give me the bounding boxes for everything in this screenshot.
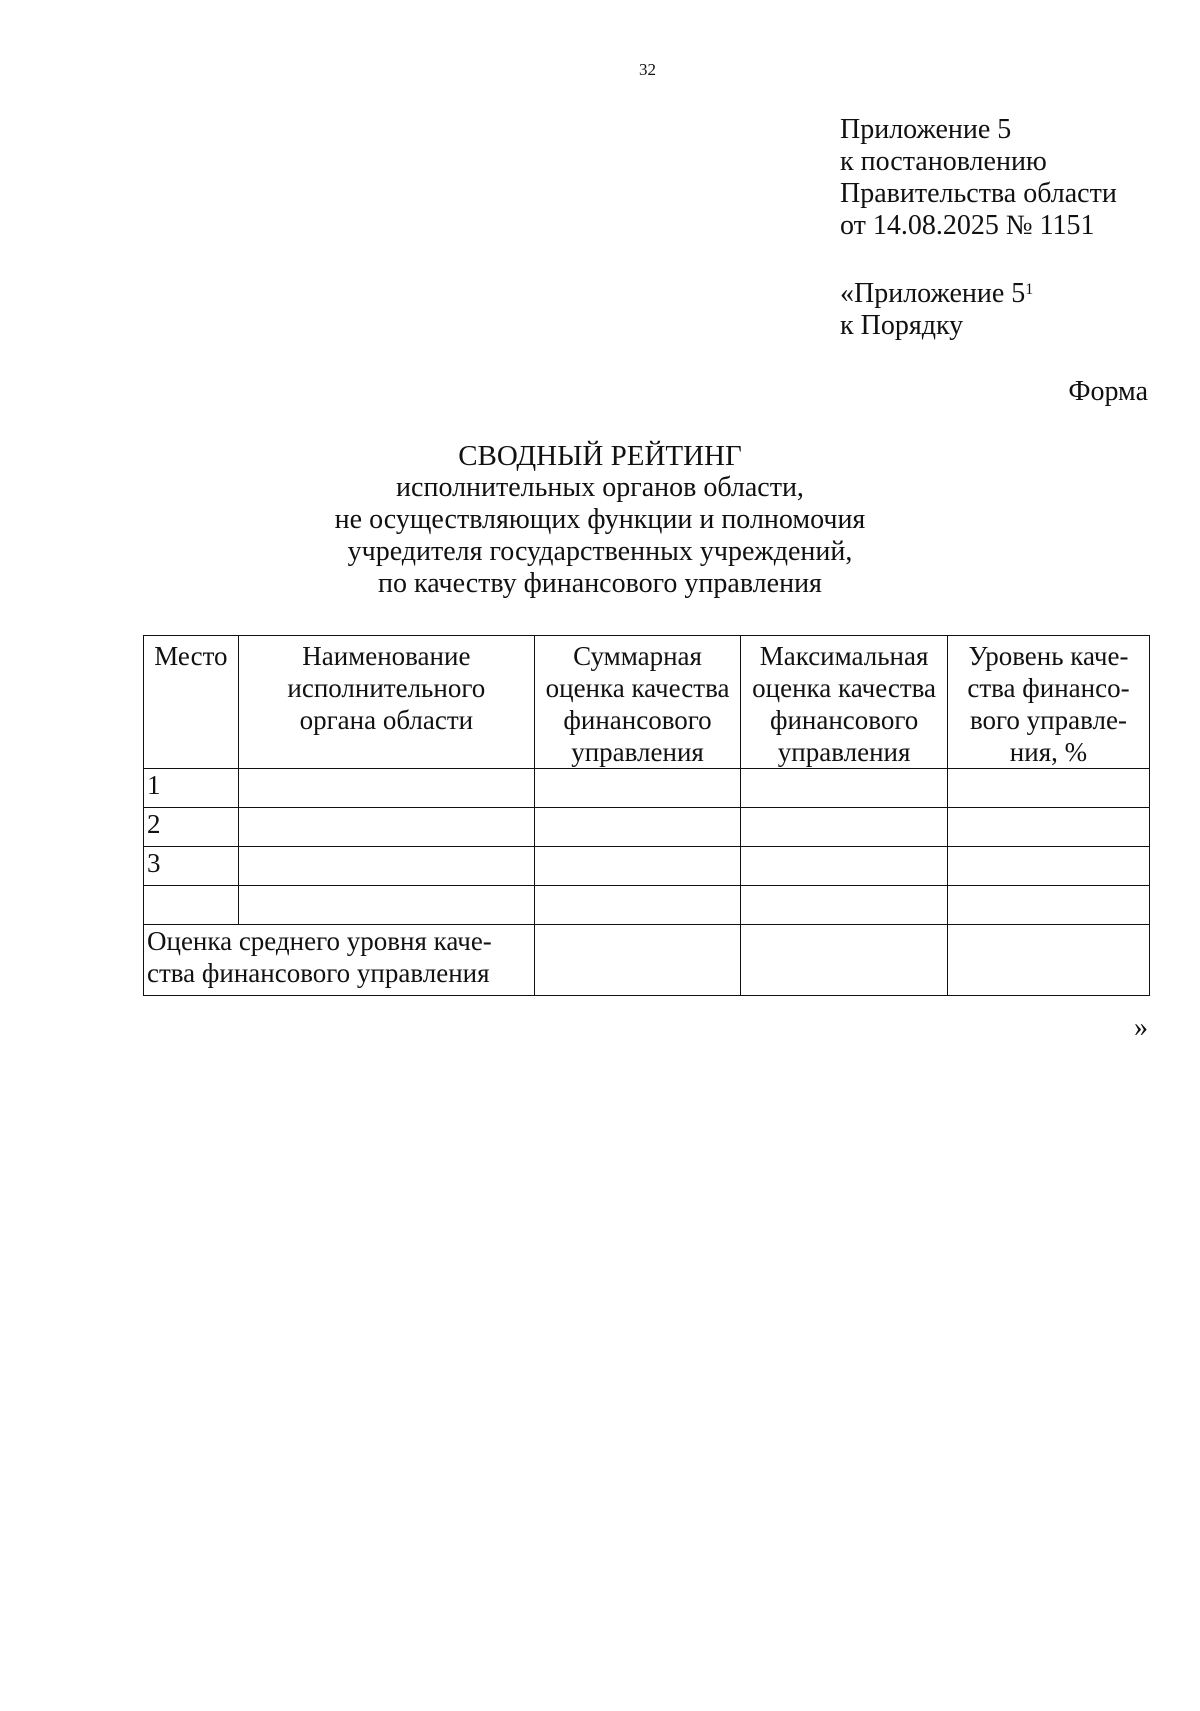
appendix-line: Правительства области bbox=[840, 178, 1117, 209]
title-line: исполнительных органов области, bbox=[396, 472, 804, 503]
empty-cell bbox=[238, 769, 534, 808]
appendix-ref-line bbox=[840, 278, 1033, 310]
place-cell bbox=[144, 886, 239, 925]
empty-cell bbox=[534, 847, 740, 886]
table-header-row bbox=[144, 636, 1150, 769]
header-quality-level bbox=[947, 636, 1149, 769]
header-text: ства финансо- bbox=[967, 673, 1130, 703]
empty-cell bbox=[741, 808, 948, 847]
header-text: исполнительного bbox=[287, 673, 486, 703]
rating-table bbox=[143, 635, 1150, 996]
empty-cell bbox=[238, 886, 534, 925]
appendix-reference bbox=[840, 278, 1033, 342]
average-label-line: Оценка среднего уровня каче- bbox=[147, 926, 492, 956]
header-text: финансового bbox=[769, 705, 919, 735]
table-row bbox=[144, 847, 1150, 886]
empty-cell bbox=[947, 886, 1149, 925]
header-max-score bbox=[741, 636, 948, 769]
header-text: органа области bbox=[299, 705, 474, 735]
appendix-line: Приложение 5 bbox=[840, 114, 1012, 145]
empty-cell bbox=[741, 847, 948, 886]
empty-cell bbox=[534, 925, 740, 996]
empty-cell bbox=[947, 925, 1149, 996]
title-line: по качеству финансового управления bbox=[378, 568, 822, 599]
header-text: Суммарная bbox=[573, 641, 702, 671]
header-organ-name bbox=[238, 636, 534, 769]
average-row bbox=[144, 925, 1150, 996]
header-text: оценка качества bbox=[752, 673, 937, 703]
average-label-cell bbox=[144, 925, 535, 996]
table-row bbox=[144, 886, 1150, 925]
title-main: СВОДНЫЙ РЕЙТИНГ bbox=[458, 440, 742, 472]
header-text: управления bbox=[777, 737, 911, 767]
empty-cell bbox=[947, 808, 1149, 847]
header-text: Наименование bbox=[302, 641, 471, 671]
header-text: ния, % bbox=[1009, 737, 1088, 767]
header-place bbox=[144, 636, 239, 769]
title-line: не осуществляющих функции и полномочия bbox=[334, 504, 866, 535]
appendix-ref-superscript: 1 bbox=[1025, 281, 1034, 298]
empty-cell bbox=[238, 808, 534, 847]
table-row bbox=[144, 769, 1150, 808]
place-cell: 3 bbox=[144, 847, 239, 886]
header-text: оценка качества bbox=[545, 673, 730, 703]
header-text: Место bbox=[154, 641, 228, 671]
appendix-ref-text: «Приложение 5 bbox=[840, 278, 1026, 309]
empty-cell bbox=[534, 769, 740, 808]
page-number: 32 bbox=[639, 60, 656, 79]
header-text: вого управле- bbox=[969, 705, 1127, 735]
document-title bbox=[0, 440, 1200, 600]
appendix-line: к постановлению bbox=[840, 146, 1047, 177]
appendix-header bbox=[840, 114, 1117, 242]
header-total-score bbox=[534, 636, 740, 769]
header-text: Уровень каче- bbox=[968, 641, 1129, 671]
header-text: Максимальная bbox=[759, 641, 929, 671]
empty-cell bbox=[741, 925, 948, 996]
header-text: финансового bbox=[563, 705, 712, 735]
form-label: Форма bbox=[1068, 376, 1148, 407]
empty-cell bbox=[741, 886, 948, 925]
empty-cell bbox=[947, 769, 1149, 808]
empty-cell bbox=[741, 769, 948, 808]
empty-cell bbox=[534, 808, 740, 847]
empty-cell bbox=[947, 847, 1149, 886]
average-label-line: ства финансового управления bbox=[147, 958, 490, 988]
place-cell: 1 bbox=[144, 769, 239, 808]
table-row bbox=[144, 808, 1150, 847]
closing-quote: » bbox=[1134, 1012, 1148, 1043]
place-cell: 2 bbox=[144, 808, 239, 847]
empty-cell bbox=[238, 847, 534, 886]
appendix-line: от 14.08.2025 № 1151 bbox=[840, 210, 1095, 241]
header-text: управления bbox=[571, 737, 704, 767]
title-line: учредителя государственных учреждений, bbox=[347, 536, 853, 567]
appendix-ref-line: к Порядку bbox=[840, 310, 964, 341]
empty-cell bbox=[534, 886, 740, 925]
